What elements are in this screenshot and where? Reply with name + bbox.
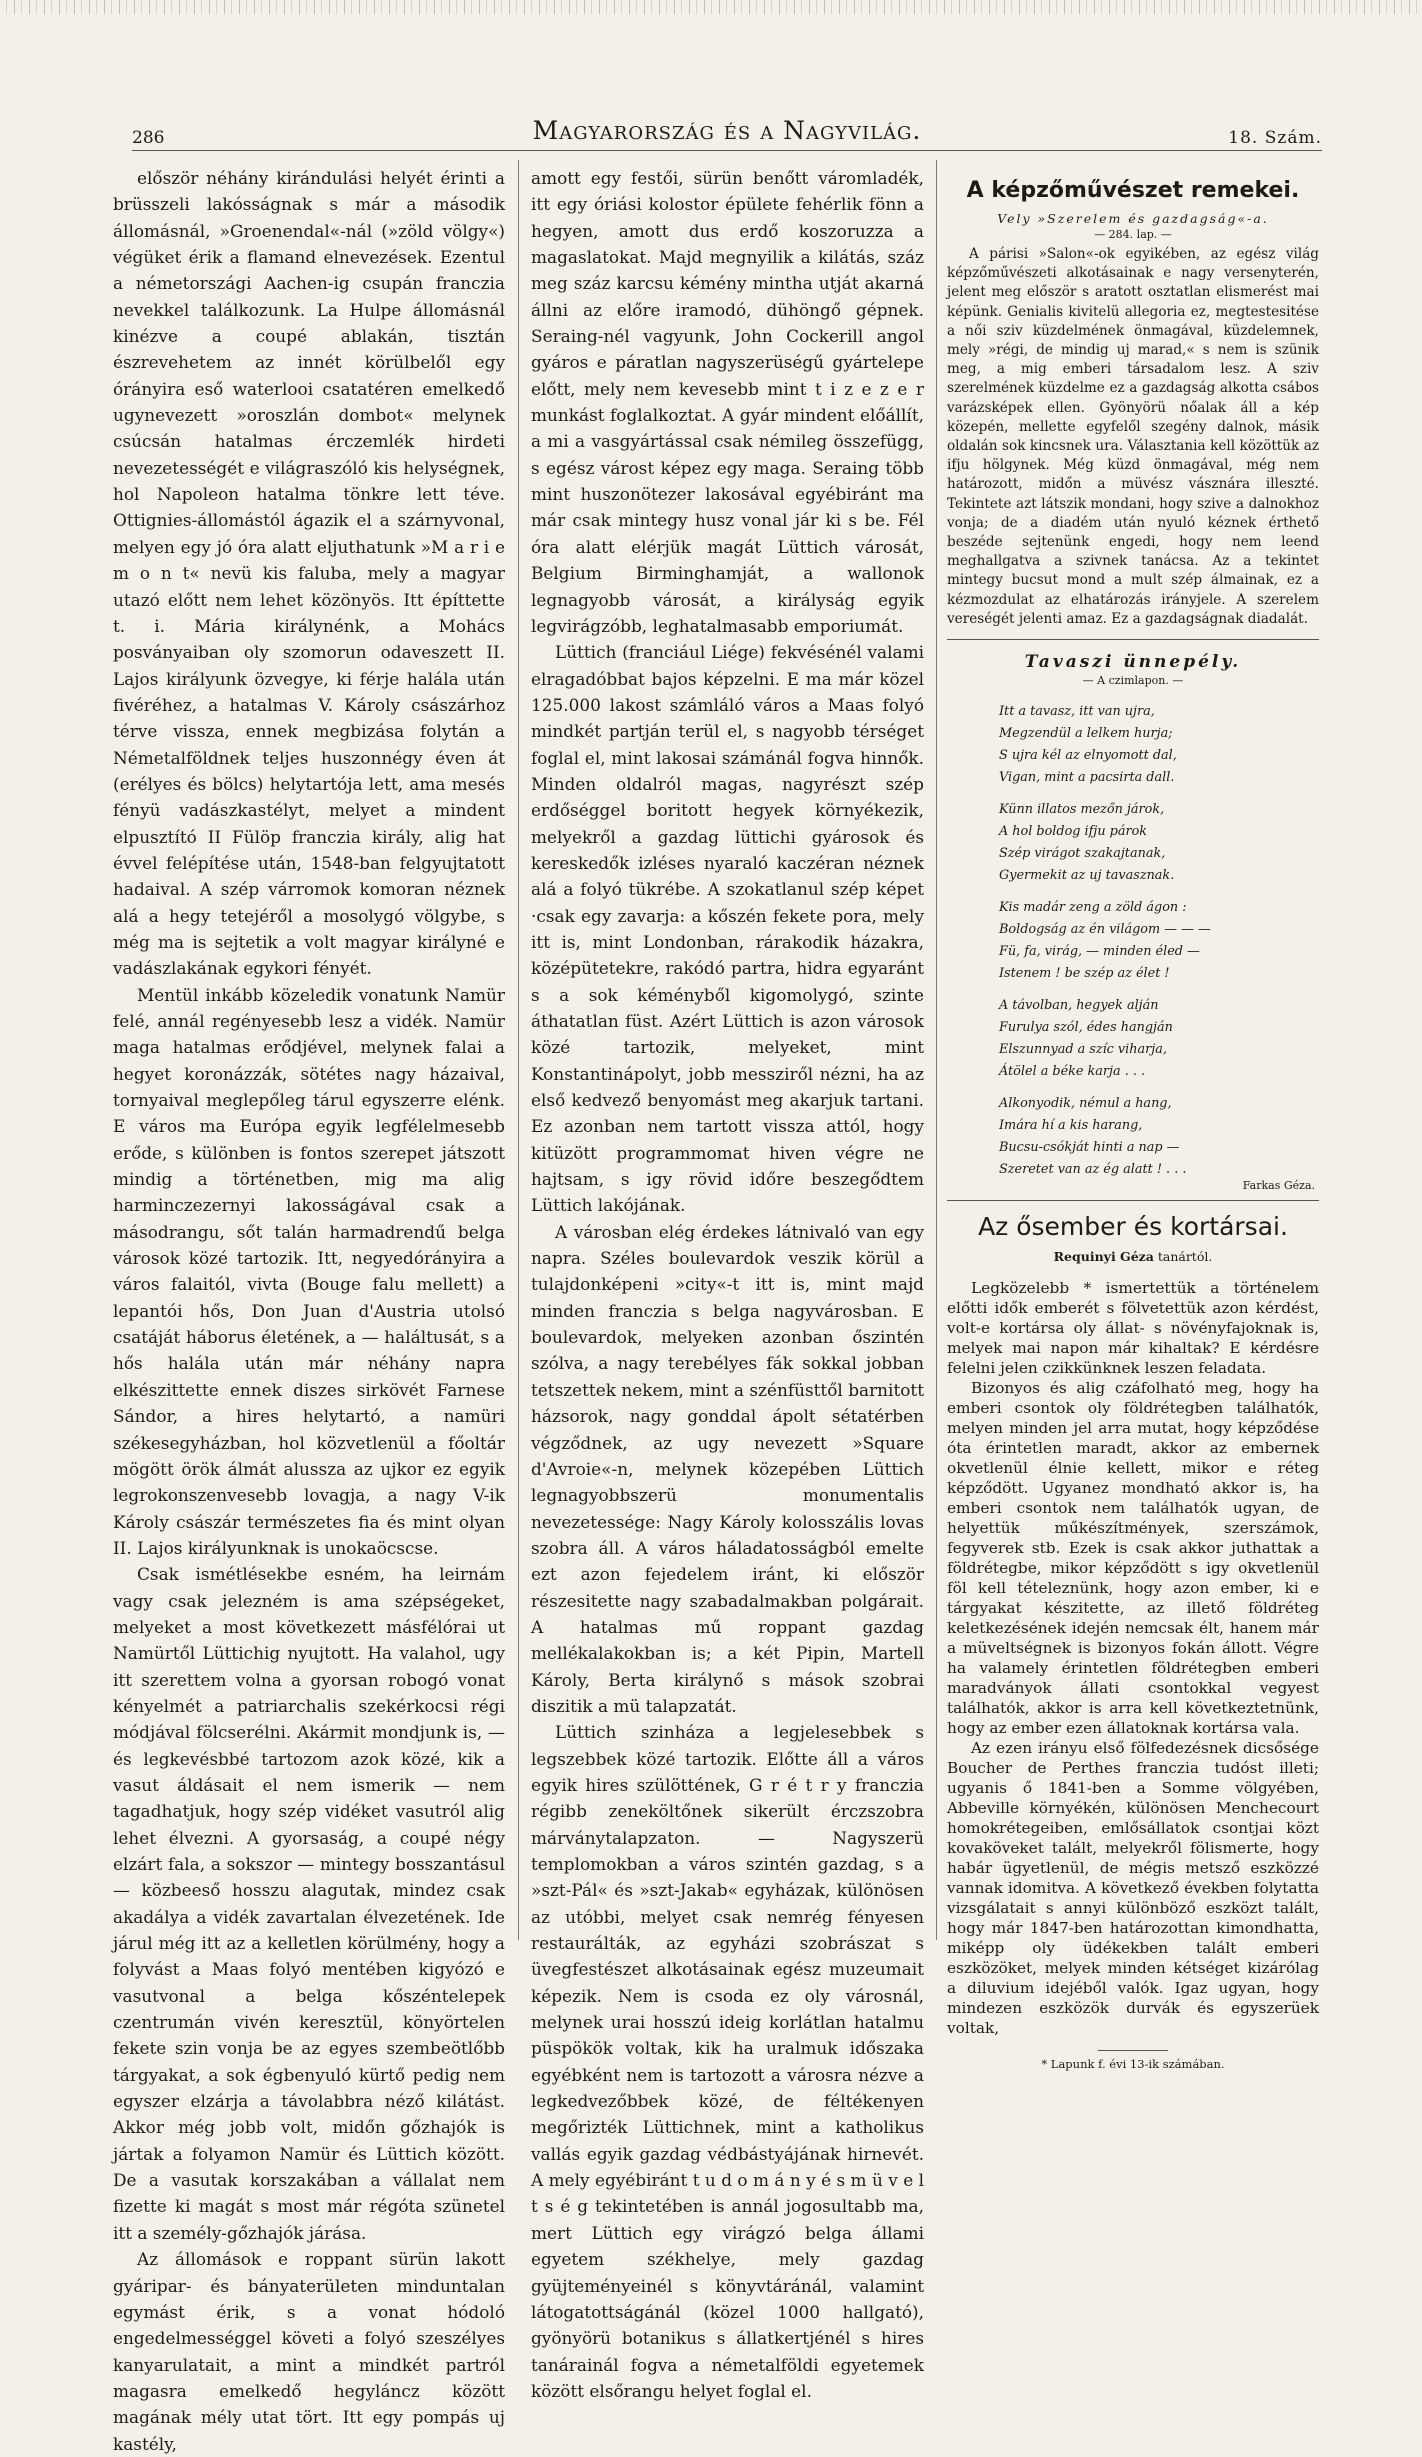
paragraph: először néhány kirándulási helyét érinti a brüsszeli lakósságnak s már a második állomásnál, »Groenendal«-nál (»zöld völgy«) végüket érik a flamand elnevezések. Ezentul a németországi Aachen-ig csupán franczia nevekkel találkozunk. La Hulpe állomásnál kinézve a coupé ablakán, tisztán észrevehetem az innét körülbelől egy órányira eső waterlooi csatatéren emelkedő ugynevezett »oroszlán dombot« melynek csúcsán hatalmas érczemlék hirdeti nevezetességét e világraszóló kis helységnek, hol Napoleon hatalma tönkre lett téve. Ottignies-állomástól ágazik el a szárnyvonal, melyen egy jó óra alatt eljuthatunk »M a r i e m o n t« nevü kis faluba, mely a magyar utazó előtt nem lehet közönyös. Itt építtette t. i. Mária királynénk, a Mohács posványaiban oly szomorun odaveszett II. Lajos királyunk özvegye, ki férje halála után fivéréhez, a hatalmas V. Károly császárhoz térve vissza, ennek megbizása folytán a Németalföldnek teljes huszonnégy éven át (erélyes és bölcs) helytartója lett, ama mesés fényü vadászkastélyt, melyet a mindent elpusztító II Fülöp franczia király, alig hat évvel felépítése után, 1548-ban felgyujtatott hadaival. A szép várromok komoran néznek alá a hegy tetejéről a mosolygó völgybe, s még ma is sejtetik a volt magyar királyné e vadászlakának egykori fényét. <box>113 168 505 979</box>
poem-line: Boldogság az én világom — — — <box>999 922 1211 938</box>
running-title: Magyarország és a Nagyvilág. <box>532 116 922 145</box>
poem-line: Szeretet van az ég alatt ! . . . <box>999 1162 1187 1178</box>
column-left <box>113 165 505 2454</box>
column-right <box>947 165 1319 2072</box>
poem-stanza <box>999 995 1319 1083</box>
footnote-rule <box>1098 2050 1168 2051</box>
poem-line: Kis madár zeng a zöld ágon : <box>999 900 1187 916</box>
header-rule <box>132 150 1322 151</box>
paragraph: Legközelebb * ismertettük a történelem előtti idők emberét s fölvetettük azon kérdést, volt-e kortársa oly állat- s növényfajoknak is, melyek mai napon már kihaltak? E kérdésre felelni jelen czikkünknek leszen feladata. <box>947 1279 1319 1378</box>
paragraph: Mentül inkább közeledik vonatunk Namür felé, annál regényesebb lesz a vidék. Namür maga hatalmas erődjével, melynek falai a hegyet koronázzák, sötétes nagy házaival, tornyaival meglepőleg tárul egyszerre elénk. E város ma Európa egyik legfélelmesebb erőde, s különben is fontos szerepet játszott mindig a történetben, mig ma alig harminczezernyi lakosságával csak a másodrangu, sőt talán harmadrendű belga városok közé tartozik. Itt, negyedórányira a város falaitól, vivta (Bouge falu mellett) a lepantói hős, Don Juan d'Austria utolsó csatáját háborus életének, a — haláltusát, s a hős halála után már néhány napra elkészittette ennek diszes sirkövét Farnese Sándor, a hires helytartó, a namüri székesegyházban, hol közvetlenül a főoltár mögött örök álmát alussza az ujkor ez egyik legrokonszenvesebb lovagja, a nagy V-ik Károly császár természetes fia és mint olyan II. Lajos királyunknak is unokaöcscse. <box>113 984 505 1558</box>
section-rule <box>947 1200 1319 1201</box>
paragraph: Csak ismétlésekbe esném, ha leirnám vagy csak jelezném is ama szépségeket, melyeket a most következett másfélórai ut Namürtől Lüttichig nyujtott. Ha valahol, ugy itt szerettem volna a gyorsan robogó vonat kényelmét a patriarchalis szekérkocsi régi módjával fölcserélni. Akármit mondjunk is, — és legkevésbbé tartozom azok közé, kik a vasut áldásait el nem ismerik — nem tagadhatjuk, hogy szép vidéket vasutról alig lehet élvezni. A gyorsaság, a coupé négy elzárt fala, a sokszor — mintegy bosszantásul — közbeeső hosszu alagutak, mindez csak akadálya a vidék zavartalan élvezetének. Ide járul még itt az a kelletlen körülmény, hogy a folyvást a Maas folyó mentében kigyózó e vasutvonal a belga kőszéntelepek czentrumán vivén keresztül, könyörtelen fekete szin vonja be az egyes szembeötlőbb tárgyakat, a sok égbenyuló kürtő pedig nem egyszer elzárja a távolabbra néző kilátást. Akkor még jobb volt, midőn gőzhajók is jártak a folyamon Namür és Lüttich között. De a vasutak korszakában a vállalat nem fizette ki magát s most már régóta szünetel itt a személy-gőzhajók járása. <box>113 1564 505 2243</box>
poem-line: Szép virágot szakajtanak, <box>999 846 1166 862</box>
poem-line: Vigan, mint a pacsirta dall. <box>999 770 1175 786</box>
poem-subtitle: — A czimlapon. — <box>1082 674 1184 688</box>
art-section-page-note: — 284. lap. — <box>1094 228 1172 241</box>
poem <box>947 652 1319 1192</box>
paragraph: amott egy festői, sürün benőtt váromladék, itt egy óriási kolostor épülete fehérlik fönn a hegyen, amott dus erdő koszoruzza a magaslatokat. Majd megnyilik a kilátás, száz meg száz karcsu kémény mintha utját akarná állni az előre iramodó, dühöngő gépnek. Seraing-nél vagyunk, John Cockerill angol gyáros e páratlan nagyszerüségű gyártelepe előtt, mely nem kevesebb mint t i z e z e r munkást foglalkoztat. A gyár mindent előállít, a mi a vasgyártással csak némileg összefügg, s egész várost képez egy maga. Seraing több mint huszonötezer lakosával egyébiránt ma már csak mintegy husz vonal jár ki s be. Fél óra alatt elérjük magát Lüttich városát, Belgium Birminghamját, a wallonok legnagyobb városát, a királyság egyik legvirágzóbb, leghatalmasabb emporiumát. <box>531 168 924 636</box>
poem-line: Künn illatos mezőn járok, <box>999 802 1165 818</box>
poem-line: Imára hí a kis harang, <box>999 1118 1143 1134</box>
poem-stanza <box>999 897 1319 985</box>
essay-author: Requinyi Géza <box>1053 1249 1154 1265</box>
art-section-title: A képzőművészet remekei. <box>966 178 1300 203</box>
paragraph: Az ezen irányu első fölfedezésnek dicsősége Boucher de Perthes franczia tudóst illeti; ugyanis ő 1841-ben a Somme völgyében, Abbeville környékén, különösen Menchecourt homokrétegeiben, emlősállatok csontjai közt kovaköveket talált, melyekről fölismerte, hogy habár ügyetlenül, de mégis metsző eszközzé vannak idomitva. A következő években folytatta vizsgálatait s annyi különböző eszközt talált, hogy már 1847-ben határozottan kimondhatta, miképp oly üdékekben talált emberi eszközöket, melyek minden kétséget kizárólag a diluvium idejéből valók. Igaz ugyan, hogy mindezen eszközök durvák és egyszerüek voltak, <box>947 1739 1319 2038</box>
poem-line: Gyermekit az uj tavasznak. <box>999 868 1175 884</box>
column-middle <box>531 165 924 2401</box>
poem-line: A hol boldog ifju párok <box>999 824 1148 840</box>
essay-author-suffix: tanártól. <box>1153 1249 1213 1265</box>
poem-line: Furulya szól, édes hangján <box>999 1020 1173 1036</box>
paragraph: A városban elég érdekes látnivaló van egy napra. Széles boulevardok veszik körül a tulajdonképeni »city«-t itt is, mint majd minden franczia s belga nagyvárosban. E boulevardok, melyeken azonban őszintén szólva, a nagy terebélyes fák sokkal jobban tetszettek nekem, mint a szénfüsttől barnitott házsorok, nagy gonddal ápolt sétatérben végződnek, az ugy nevezett »Square d'Avroie«-n, melynek közepében Lüttich legnagyobbszerü monumentalis nevezetessége: Nagy Károly kolosszális lovas szobra áll. A város háladatosságból emelte ezt azon fejedelem iránt, ki először részesitette nagy szabadalmakban polgárait. A hatalmas mű roppant gazdag mellékalakokban is; a két Pipin, Martell Károly, Berta királynő s mások szobrai diszitik a mü talapzatát. <box>531 1221 924 1716</box>
scan-edge <box>0 0 1422 14</box>
paragraph: Az állomások e roppant sürün lakott gyáripar- és bányaterületen minduntalan egymást érik, s a vonat hódoló engedelmességgel követi a folyó szeszélyes kanyarulatait, a mint a mindkét partról magasra emelkedő hegyláncz között magának mély utat tört. Itt egy pompás uj kastély, <box>113 2249 505 2454</box>
column-divider <box>936 160 937 1940</box>
poem-stanza <box>999 1093 1319 1181</box>
poem-line: Átölel a béke karja . . . <box>999 1064 1146 1080</box>
paragraph: Lüttich szinháza a legjelesebbek s legszebbek közé tartozik. Előtte áll a város egyik hires szülöttének, G r é t r y franczia régibb zeneköltőnek sikerült érczszobra márványtalapzaton. — Nagyszerü templomokban a város szintén gazdag, s a »szt-Pál« és »szt-Jakab« egyházak, különösen az utóbbi, melyet csak nemrég fényesen restaurálták, az egyházi szobrászat s üvegfestészet alkotásainak egész muzeumait képezik. Nem is csoda ez oly városnál, melynek urai hosszú ideig korlátlan hatalmu püspökök voltak, kik ha uralmuk időszaka egyébként nem is tartozott a városra nézve a legkedvezőbbek közé, de féltékenyen megőrizték Lüttichnek, mint a katholikus vallás egyik gazdag védbástyájának hirnevét. A mely egyébiránt t u d o m á n y é s m ü v e l t s é g tekintetében is annál jogosultabb ma, mert Lüttich egy virágzó belga állami egyetem székhelye, mely gazdag gyüjteményeinél s könyvtáránál, valamint látogatottságánál (közel 1000 hallgató), gyönyörü botanikus s állatkertjénél s hires tanárainál fogva a németalföldi egyetemek között elsőrangu helyet foglal el. <box>531 1722 924 2401</box>
poem-stanza <box>999 701 1319 789</box>
poem-line: Alkonyodik, némul a hang, <box>999 1096 1172 1112</box>
essay-body <box>947 1278 1319 2038</box>
art-section-text: A párisi »Salon«-ok egyikében, az egész világ képzőművészeti alkotásainak e nagy versenyterén, jelent meg először s aratott osztatlan elismerést mai képünk. Genialis kivitelü allegoria ez, megtestesitése a női sziv küzdelmének önmagával, küzdelemnek, mely »régi, de mindig uj marad,« s nem is szünik meg, a mig emberi társadalom lesz. A sziv szerelmének küzdelme ez a gazdagság alkotta csábos varázsképek ellen. Gyönyörü nőalak áll a kép közepén, mellette egyfelől szegény dalnok, másik oldalán sok kincsnek ura. Választania kell közöttük az ifju hölgynek. Még küzd önmagával, még nem határozott, midőn a müvész vásznára illeszté. Tekintete azt látszik mondani, hogy szive a dalnokhoz vonja; de a diadém után nyuló kéznek érthető beszéde sejtenünk engedi, hogy nem leend meghallgatva a szivnek tanácsa. Az a tekintet mintegy bucsut mond a mult szép álmainak, ez a kézmozdulat az elhatározás irányjele. A szerelem vereségét jelenti amaz. Ez a gazdagságnak diadalát. <box>947 246 1319 627</box>
poem-stanza <box>999 799 1319 887</box>
column-divider <box>518 160 519 1940</box>
poem-line: Megzendül a lelkem hurja; <box>999 726 1173 742</box>
section-rule <box>947 639 1319 640</box>
issue-number: 18. Szám. <box>1228 128 1322 148</box>
essay <box>947 1211 1319 2071</box>
art-section-subtitle: Vely »Szerelem és gazdagság«-a. <box>997 211 1269 226</box>
art-section <box>947 177 1319 629</box>
paragraph: Lüttich (franciául Liége) fekvésénél valami elragadóbbat bajos képzelni. E ma már közel 125.000 lakost számláló város a Maas folyó mindkét partján terül el, s nagyobb térséget foglal el, mint lakosai számánál fogva hinnők. Minden oldalról magas, nagyrészt szép erdőséggel boritott hegyek környékezik, melyekről a gazdag lüttichi gyárosok és kereskedők izléses nyaraló kaczéran néznek alá a folyó tükrébe. A szokatlanul szép képet ·csak egy zavarja: a kőszén fekete pora, mely itt is, mint Londonban, rárakodik házakra, középütetekre, rakódó partra, hidra egyaránt s a sok kéményből kigomolygó, szinte áthatatlan füst. Azért Lüttich is azon városok közé tartozik, melyeket, mint Konstantinápolyt, jobb messziről nézni, ha az első kedvező benyomást meg akarjuk tartani. Ez azonban nem tartott vissza attól, hogy kitüzött programmomat hiven végre ne hajtsam, s igy rövid időre beszegődtem Lüttich lakójának. <box>531 642 924 1216</box>
essay-byline <box>947 1249 1319 1264</box>
poem-title: Tavaszi ünnepély. <box>1024 652 1242 673</box>
poem-line: Bucsu-csókját hinti a nap — <box>999 1140 1180 1156</box>
page-number: 286 <box>132 128 165 148</box>
page-header <box>132 116 1322 150</box>
footnote: * Lapunk f. évi 13-ik számában. <box>1041 2057 1225 2072</box>
paragraph: Bizonyos és alig czáfolható meg, hogy ha emberi csontok oly földrétegben találhatók, melyen minden jel arra mutat, hogy képződése óta érintetlen maradt, akkor az embernek okvetlenül élnie kellett, mikor e réteg képződött. Ugyanez mondható akkor is, ha emberi csontok nem találhatók ugyan, de helyettük műkészítmények, szerszámok, fegyverek stb. Ezek is csak akkor juthattak a földrétegbe, mikor képződött s igy okvetlenül föl kell tételeznünk, hogy azon ember, ki e tárgyakat készitette, az illető földréteg keletkezésének idején nemcsak élt, hanem már a müveltségnek is bizonyos fokán állott. Végre ha valamely érintetlen földrétegben emberi maradványok állati csontokkal vegyest találhatók, akkor is arra kell következtetnünk, hogy az ember ezen állatoknak kortársa vala. <box>947 1379 1319 1738</box>
poem-author: Farkas Géza. <box>1242 1179 1315 1193</box>
essay-title: Az ősember és kortársai. <box>978 1212 1288 1242</box>
poem-line: Itt a tavasz, itt van ujra, <box>999 704 1155 720</box>
poem-line: Elszunnyad a szíc viharja, <box>999 1042 1167 1058</box>
poem-line: S ujra kél az elnyomott dal, <box>999 748 1177 764</box>
poem-line: Istenem ! be szép az élet ! <box>999 966 1170 982</box>
poem-line: A távolban, hegyek alján <box>999 998 1159 1014</box>
poem-line: Fü, fa, virág, — minden éled — <box>999 944 1200 960</box>
